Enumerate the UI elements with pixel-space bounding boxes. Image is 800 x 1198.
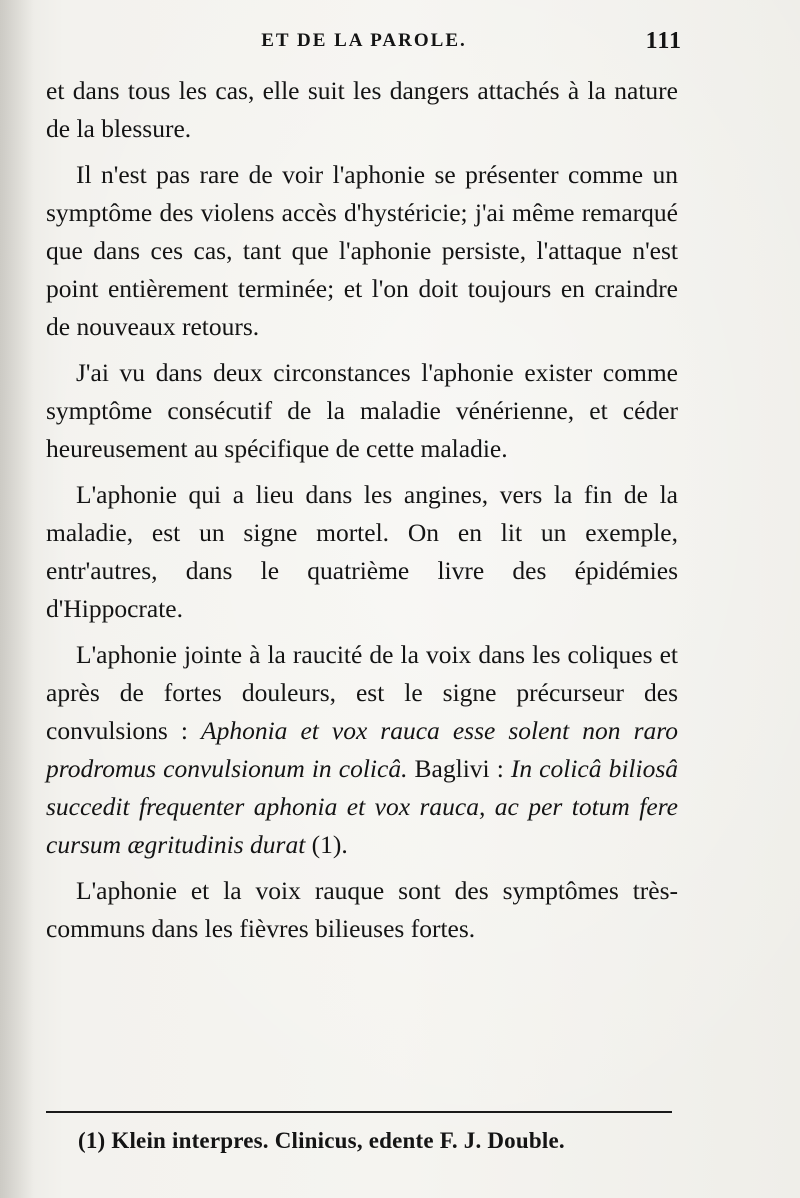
paragraph-continuation: et dans tous les cas, elle suit les dangers attachés à la nature de la blessure. xyxy=(46,76,678,143)
footnote-reference: (1). xyxy=(305,830,348,859)
paragraph-hysteria: Il n'est pas rare de voir l'aphonie se présenter comme un symptôme des violens accès d'hystéricie; j'ai même remarqué que dans ces cas, tant que l'aphonie persiste, l'attaque n'est point entièrement terminée; et l'on doit toujours en craindre de nouveaux retours. xyxy=(46,160,678,341)
latin-quote-prodromus: Aphonia et vox rauca esse solent non raro prodromus convulsionum in colicâ. xyxy=(46,716,678,783)
paragraph-convulsions xyxy=(46,636,678,864)
footnote-rule xyxy=(46,1111,672,1113)
footnote: (1) Klein interpres. Clinicus, edente F. J. Double. xyxy=(78,1128,565,1153)
latin-quote-baglivi: In colicâ biliosâ succedit frequenter aphonia et vox rauca, ac per totum fere cursum ægritudinis durat xyxy=(46,754,678,859)
page-number: 111 xyxy=(645,28,682,54)
spine-shadow xyxy=(0,0,34,1198)
convulsions-text: L'aphonie jointe à la raucité de la voix dans les coliques et après de fortes douleurs, est le signe précurseur des convulsions : xyxy=(46,640,678,745)
paragraph-fevers: L'aphonie et la voix rauque sont des symptômes très-communs dans les fièvres bilieuses fortes. xyxy=(46,876,678,943)
paragraph-angines: L'aphonie qui a lieu dans les angines, vers la fin de la maladie, est un signe mortel. On en lit un exemple, entr'autres, dans le quatrième livre des épidémies d'Hippocrate. xyxy=(46,480,678,623)
running-head: ET DE LA PAROLE. xyxy=(261,30,467,51)
paragraph-venereal: J'ai vu dans deux circonstances l'aphonie exister comme symptôme consécutif de la maladie vénérienne, et céder heureusement au spécifique de cette maladie. xyxy=(46,358,678,463)
baglivi-attribution: Baglivi : xyxy=(407,754,511,783)
body-text xyxy=(46,72,678,956)
page-header xyxy=(46,28,682,58)
